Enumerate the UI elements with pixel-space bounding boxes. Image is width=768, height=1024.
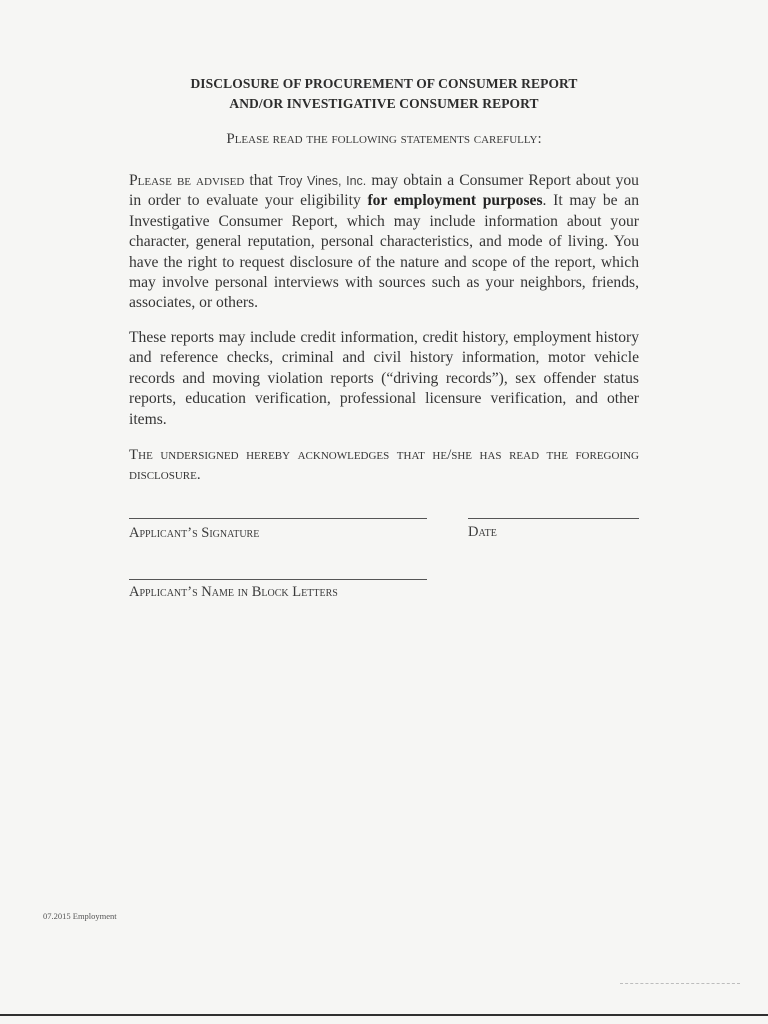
acknowledgement-paragraph: The undersigned hereby acknowledges that he/she has read the foregoing disclosure.: [129, 447, 639, 484]
paragraph-text-b: may obtain a Consumer Report about you in order to evaluate your eligibility: [129, 172, 639, 210]
page-bottom-edge: [0, 1014, 768, 1016]
company-name: Troy Vines, Inc.: [277, 174, 367, 188]
footer-revision: 07.2015 Employment: [43, 911, 117, 921]
title-line-2: AND/OR INVESTIGATIVE CONSUMER REPORT: [229, 96, 539, 111]
signature-label: Applicant’s Signature: [129, 525, 260, 541]
date-line[interactable]: [468, 518, 639, 519]
date-label: Date: [468, 524, 497, 540]
block-letters-name-label: Applicant’s Name in Block Letters: [129, 584, 338, 600]
advisory-lead: Please be advised: [129, 172, 245, 189]
report-contents-paragraph: These reports may include credit information, credit history, employment history and reference checks, criminal and civil history information, motor vehicle records and moving violation reports (“driving records”), sex offender status reports, education verification, professional licensure verification, and other items.: [129, 329, 639, 428]
scan-artifact: [620, 983, 740, 984]
paragraph-text-c: . It may be an Investigative Consumer Report, which may include information about your character, general reputation, personal characteristics, and mode of living. You have the right to request disclosure of the nature and scope of the report, which may involve personal interviews with sources such as your neighbors, friends, associates, or others.: [129, 192, 639, 312]
signature-line[interactable]: [129, 518, 427, 519]
block-letters-name-line[interactable]: [129, 579, 427, 580]
disclosure-paragraph: [129, 171, 639, 314]
paragraph-text-a: that: [244, 172, 278, 189]
employment-purposes-emphasis: for employment purposes: [367, 192, 543, 210]
title-line-1: DISCLOSURE OF PROCUREMENT OF CONSUMER REPORT: [190, 76, 578, 91]
document-title: [0, 74, 768, 114]
instruction-text: Please read the following statements carefully:: [226, 131, 542, 147]
